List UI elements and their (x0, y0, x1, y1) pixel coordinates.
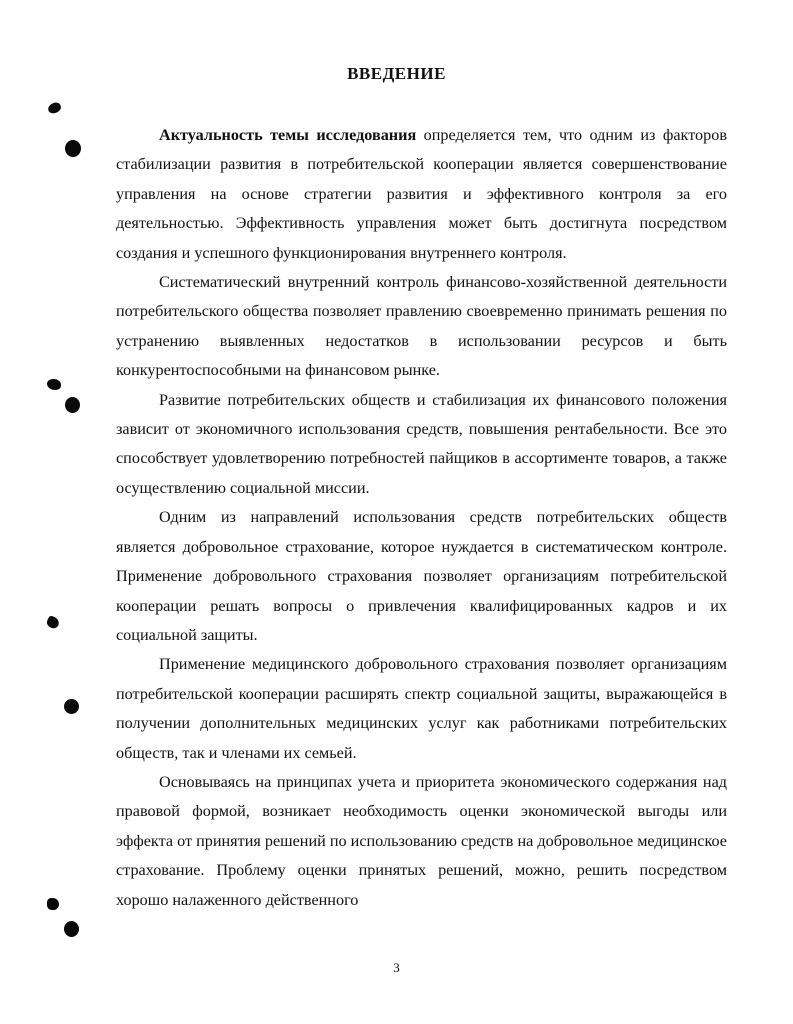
binder-hole-mark (45, 615, 61, 630)
binder-hole-mark (65, 397, 80, 413)
paragraph: Применение медицинского добровольного страхования позволяет организациям потребительской кооперации расширять спектр социальной защиты, выражающейся в получении дополнительных медицинских услуг как работниками потребительских обществ, так и членами их семьей. (116, 655, 727, 762)
binder-hole-mark (47, 101, 63, 115)
paragraph-text: определяется тем, что одним из факторов стабилизации развития в потребительской кооперации является совершенствование управления на основе стратегии развития и эффективного контроля за его деятельностью. Эффективность управления может быть достигнута посредством создания и успешного функционирования внутреннего контроля. (116, 126, 727, 262)
paragraph: Систематический внутренний контроль финансово-хозяйственной деятельности потребительского общества позволяет правлению своевременно принимать решения по устранению выявленных недостатков в использовании ресурсов и быть конкурентоспособными на финансовом рынке. (116, 273, 727, 380)
paragraph: Одним из направлений использования средств потребительских обществ является добровольное страхование, которое нуждается в систематическом контроле. Применение добровольного страхования позволяет организациям потребительской кооперации решать вопросы о привлечения квалифицированных кадров и их социальной защиты. (116, 508, 727, 644)
binder-hole-mark (47, 898, 59, 910)
binder-hole-mark (64, 699, 79, 714)
paragraph-lead: Актуальность темы исследования (159, 126, 417, 144)
binder-hole-mark (64, 921, 79, 937)
binder-hole-mark (47, 379, 61, 390)
paragraph: Основываясь на принципах учета и приоритета экономического содержания над правовой формой, возникает необходимость оценки экономической выгоды или эффекта от принятия решений по использованию средств на добровольное медицинское страхование. Проблему оценки принятых решений, можно, решить посредством хорошо налаженного действенного (116, 772, 727, 909)
binder-hole-mark (65, 140, 81, 157)
page-number: 3 (393, 960, 400, 975)
document-body (116, 121, 727, 915)
page-title: ВВЕДЕНИЕ (347, 64, 446, 83)
paragraph: Развитие потребительских обществ и стабилизация их финансового положения зависит от экономичного использования средств, повышения рентабельности. Все это способствует удовлетворению потребностей пайщиков в ассортименте товаров, а также осуществлению социальной миссии. (116, 390, 727, 497)
paragraph (116, 121, 727, 268)
